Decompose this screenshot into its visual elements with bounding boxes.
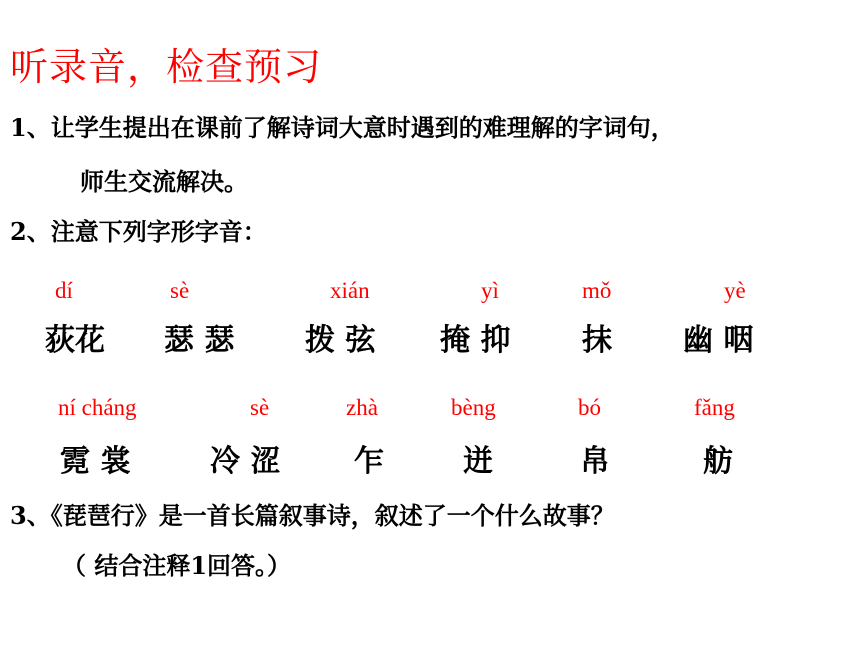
word-boxian: 拨 弦 bbox=[305, 323, 376, 358]
word-nichang: 霓 裳 bbox=[60, 444, 131, 479]
item-3-line-1: 3、《琵琶行》是一首长篇叙事诗，叙述了一个什么故事？ bbox=[10, 501, 615, 530]
word-fang: 舫 bbox=[703, 444, 733, 479]
pinyin-di: dí bbox=[55, 278, 73, 303]
word-bo: 帛 bbox=[580, 444, 610, 479]
word-zha: 乍 bbox=[354, 444, 384, 479]
pinyin-yi: yì bbox=[481, 278, 499, 303]
word-youye: 幽 咽 bbox=[683, 323, 754, 358]
item-1-line-2: 师生交流解决。 bbox=[80, 167, 248, 196]
pinyin-xian: xián bbox=[330, 278, 370, 303]
item-3-line-2: （ 结合注释1回答。） bbox=[62, 551, 292, 580]
item-1-line-1: 1、让学生提出在课前了解诗词大意时遇到的难理解的字词句， bbox=[10, 113, 675, 142]
word-yanyi: 掩 抑 bbox=[440, 323, 511, 358]
word-lengse: 冷 涩 bbox=[210, 444, 281, 479]
pinyin-nichang: ní cháng bbox=[58, 395, 137, 420]
item-2: 2、注意下列字形字音： bbox=[10, 217, 267, 246]
word-dihua: 荻花 bbox=[45, 323, 105, 358]
word-beng: 迸 bbox=[463, 444, 493, 479]
pinyin-beng: bèng bbox=[451, 395, 496, 420]
pinyin-se-2: sè bbox=[250, 395, 270, 420]
word-sese: 瑟 瑟 bbox=[164, 323, 235, 358]
pinyin-se-1: sè bbox=[170, 278, 190, 303]
slide-title: 听录音，检查预习 bbox=[10, 45, 323, 89]
word-mo: 抹 bbox=[582, 323, 612, 358]
pinyin-fang: fǎng bbox=[694, 395, 735, 420]
pinyin-ye: yè bbox=[724, 278, 746, 303]
pinyin-mo: mǒ bbox=[582, 278, 612, 303]
pinyin-zha: zhà bbox=[346, 395, 378, 420]
pinyin-bo: bó bbox=[578, 395, 601, 420]
